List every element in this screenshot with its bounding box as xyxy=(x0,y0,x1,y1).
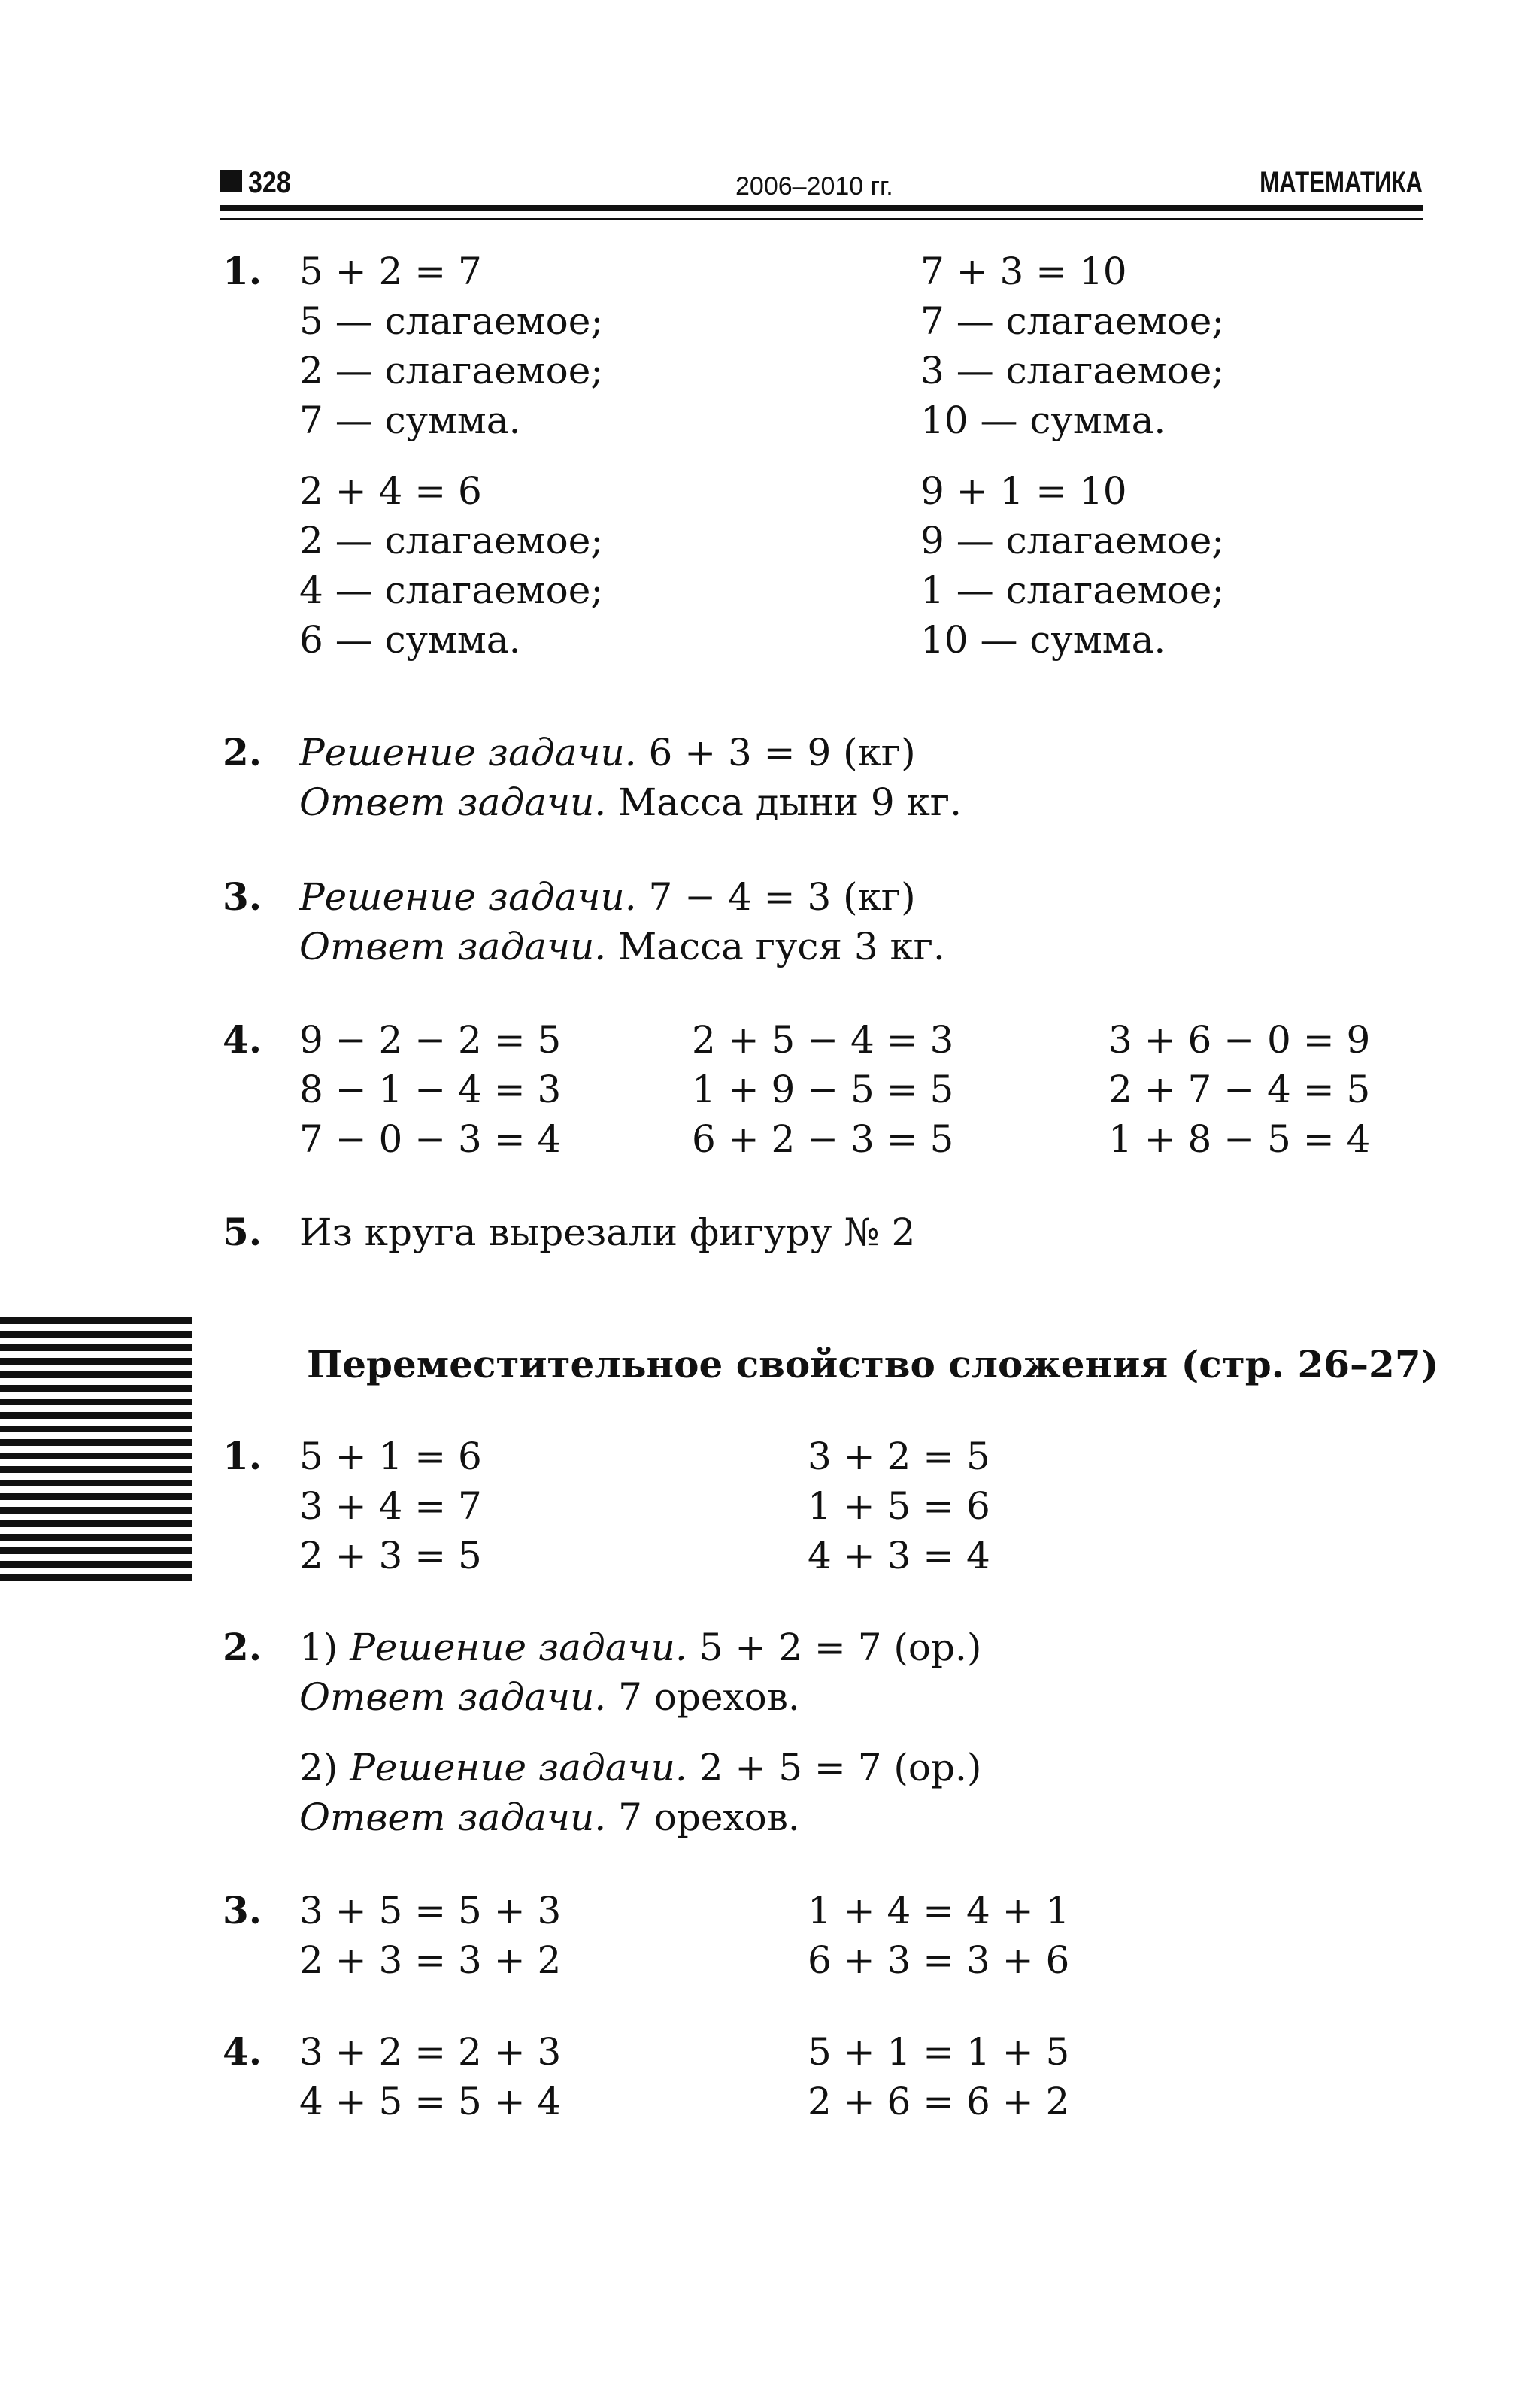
solution-line xyxy=(299,1743,981,1792)
expression: 5 + 1 = 6 xyxy=(299,1435,482,1478)
answer-label: Ответ задачи. xyxy=(299,1675,607,1719)
task-number: 1. xyxy=(223,249,262,293)
term-line: 9 — слагаемое; xyxy=(920,519,1225,562)
solution-label: Решение задачи. xyxy=(299,875,637,919)
expression: 1 + 5 = 6 xyxy=(808,1484,990,1528)
answer-label: Ответ задачи. xyxy=(299,1796,607,1839)
solution-text: 7 − 4 = 3 (кг) xyxy=(636,875,916,919)
task-number: 3. xyxy=(223,1888,262,1932)
task-number: 1. xyxy=(223,1434,262,1478)
term-line: 3 — слагаемое; xyxy=(920,349,1225,392)
solution-line xyxy=(299,872,916,922)
solution-text: 6 + 3 = 9 (кг) xyxy=(636,731,916,774)
expression: 6 + 2 − 3 = 5 xyxy=(692,1117,954,1161)
equation: 9 + 1 = 10 xyxy=(920,469,1127,513)
sum-line: 6 — сумма. xyxy=(299,618,521,662)
term-line: 1 — слагаемое; xyxy=(920,568,1225,612)
expression-column xyxy=(808,1432,990,1580)
expression: 1 + 4 = 4 + 1 xyxy=(808,1889,1070,1932)
part-prefix: 1) xyxy=(299,1626,350,1669)
expression: 2 + 6 = 6 + 2 xyxy=(808,2080,1070,2123)
term-line: 7 — слагаемое; xyxy=(920,299,1225,343)
equation: 7 + 3 = 10 xyxy=(920,250,1127,293)
term-line: 2 — слагаемое; xyxy=(299,349,604,392)
eq-block xyxy=(920,466,1224,665)
solution-label: Решение задачи. xyxy=(299,731,637,774)
expression: 1 + 9 − 5 = 5 xyxy=(692,1068,954,1111)
answer-line xyxy=(299,922,945,971)
term-line: 5 — слагаемое; xyxy=(299,299,604,343)
expression-column xyxy=(299,2027,561,2126)
expression-column xyxy=(1108,1015,1370,1164)
task-number: 3. xyxy=(223,874,262,919)
answer-line xyxy=(299,777,962,827)
expression: 3 + 2 = 2 + 3 xyxy=(299,2030,562,2074)
expression: 7 − 0 − 3 = 4 xyxy=(299,1117,562,1161)
answer-line xyxy=(299,1672,800,1722)
equation: 5 + 2 = 7 xyxy=(299,250,482,293)
expression-column xyxy=(808,1886,1069,1985)
expression: 1 + 8 − 5 = 4 xyxy=(1108,1117,1371,1161)
answer-text: 7 орехов. xyxy=(606,1796,800,1839)
answer-text: 7 орехов. xyxy=(606,1675,800,1719)
solution-line xyxy=(299,728,916,777)
solution-label: Решение задачи. xyxy=(350,1626,687,1669)
expression: 2 + 7 − 4 = 5 xyxy=(1108,1068,1371,1111)
answer-text: Масса гуся 3 кг. xyxy=(606,925,945,968)
expression: 9 − 2 − 2 = 5 xyxy=(299,1018,562,1062)
expression: 4 + 3 = 4 xyxy=(808,1534,990,1577)
expression-column xyxy=(299,1432,482,1580)
part-prefix: 2) xyxy=(299,1746,350,1789)
expression: 3 + 5 = 5 + 3 xyxy=(299,1889,562,1932)
task-number: 2. xyxy=(223,730,262,774)
solution-line xyxy=(299,1623,981,1672)
answer-label: Ответ задачи. xyxy=(299,925,607,968)
expression-column xyxy=(692,1015,953,1164)
expression: 2 + 3 = 5 xyxy=(299,1534,482,1577)
section-heading: Переместительное свойство сложения (стр. 26–27) xyxy=(307,1342,1439,1386)
header-years: 2006–2010 гг. xyxy=(735,172,893,201)
expression-column xyxy=(299,1015,561,1164)
expression: 2 + 3 = 3 + 2 xyxy=(299,1938,562,1982)
solution-text: 2 + 5 = 7 (ор.) xyxy=(687,1746,982,1789)
task-number: 5. xyxy=(223,1210,262,1254)
answer-label: Ответ задачи. xyxy=(299,780,607,824)
expression: 3 + 6 − 0 = 9 xyxy=(1108,1018,1371,1062)
equation: 2 + 4 = 6 xyxy=(299,469,482,513)
sum-line: 10 — сумма. xyxy=(920,398,1166,442)
page-marker-square xyxy=(220,170,242,192)
expression: 8 − 1 − 4 = 3 xyxy=(299,1068,562,1111)
eq-block xyxy=(299,466,603,665)
expression-column xyxy=(808,2027,1069,2126)
header-rule-thin xyxy=(220,218,1423,220)
sum-line: 10 — сумма. xyxy=(920,618,1166,662)
side-stripes-decoration xyxy=(0,1317,192,1582)
expression: 2 + 5 − 4 = 3 xyxy=(692,1018,954,1062)
expression-column xyxy=(299,1886,561,1985)
term-line: 2 — слагаемое; xyxy=(299,519,604,562)
expression: 5 + 1 = 1 + 5 xyxy=(808,2030,1070,2074)
task-number: 2. xyxy=(223,1625,262,1669)
answer-line xyxy=(299,1792,800,1842)
expression: 4 + 5 = 5 + 4 xyxy=(299,2080,562,2123)
solution-label: Решение задачи. xyxy=(350,1746,687,1789)
expression: 6 + 3 = 3 + 6 xyxy=(808,1938,1070,1982)
header-subject: МАТЕМАТИКА xyxy=(1260,166,1423,199)
eq-block xyxy=(299,247,603,445)
term-line: 4 — слагаемое; xyxy=(299,568,604,612)
page-number: 328 xyxy=(248,166,291,199)
answer-text: Из круга вырезали фигуру № 2 xyxy=(299,1211,916,1254)
sum-line: 7 — сумма. xyxy=(299,398,521,442)
expression: 3 + 2 = 5 xyxy=(808,1435,990,1478)
eq-block xyxy=(920,247,1224,445)
answer-text: Масса дыни 9 кг. xyxy=(606,780,962,824)
solution-text: 5 + 2 = 7 (ор.) xyxy=(687,1626,982,1669)
expression: 3 + 4 = 7 xyxy=(299,1484,482,1528)
header-rule-thick xyxy=(220,205,1423,211)
task-number: 4. xyxy=(223,1017,262,1062)
task-number: 4. xyxy=(223,2029,262,2074)
